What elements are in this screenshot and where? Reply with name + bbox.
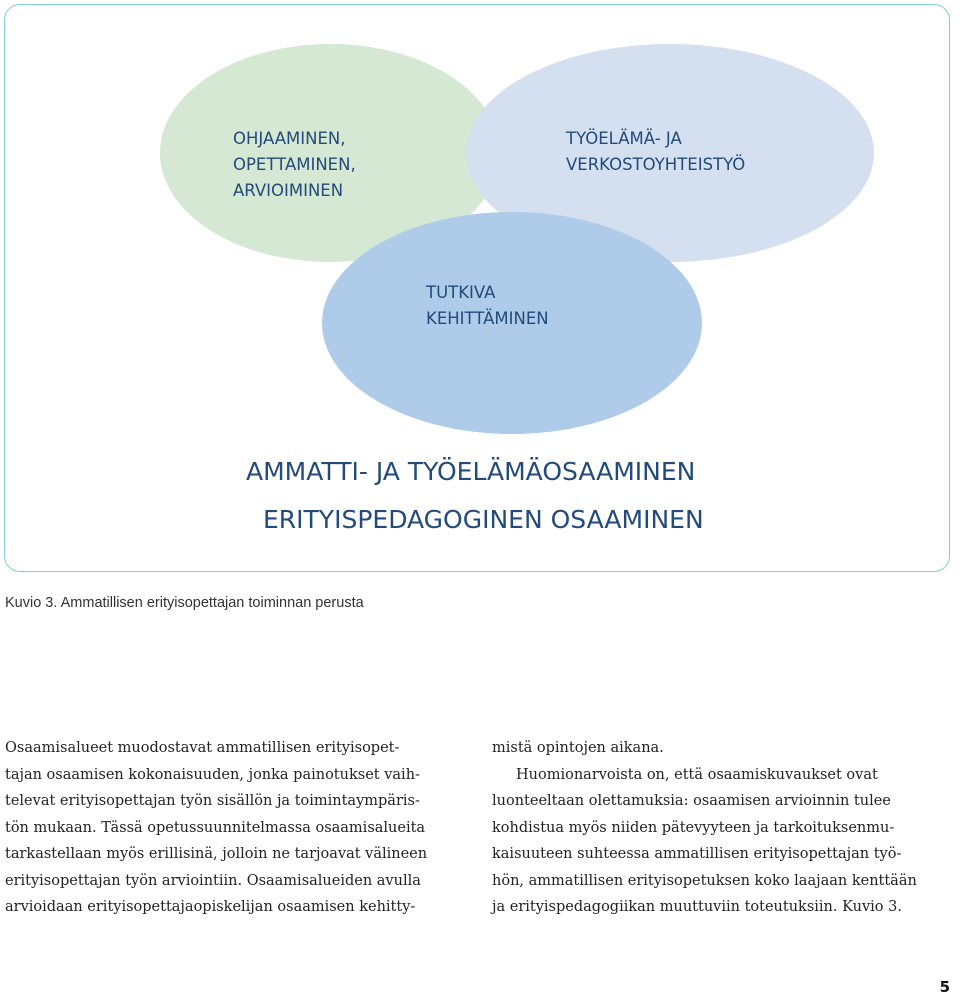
text-line: hön, ammatillisen erityisopetuksen koko laajaan kenttään (492, 872, 917, 889)
ellipse-label-line: OPETTAMINEN, (233, 155, 356, 174)
text-line: Huomionarvoista on, että osaamiskuvaukset ovat (516, 766, 878, 783)
ellipse-label-line: ARVIOIMINEN (233, 181, 344, 200)
text-line: tarkastellaan myös erillisinä, jolloin ne tarjoavat välineen (5, 846, 428, 862)
ellipse-label-worklife (566, 126, 745, 178)
page-number: 5 (939, 978, 950, 996)
competence-label-vocational: AMMATTI- JA TYÖELÄMÄOSAAMINEN (246, 457, 696, 486)
text-line: erityisopettajan työn arviointiin. Osaamisalueiden avulla (5, 872, 421, 889)
text-line: tajan osaamisen kokonaisuuden, jonka painotukset vaih- (5, 766, 420, 783)
ellipse-label-line: VERKOSTOYHTEISTYÖ (566, 155, 746, 174)
ellipse-label-guidance (233, 126, 356, 204)
ellipse-label-line: KEHITTÄMINEN (426, 309, 549, 328)
ellipse-label-line: TYÖELÄMÄ- JA (566, 129, 682, 148)
text-line: ja erityispedagogiikan muuttuviin toteutuksiin. Kuvio 3. (492, 899, 902, 915)
ellipse-label-development (426, 280, 549, 332)
text-line: arvioidaan erityisopettajaopiskelijan osaamisen kehitty- (5, 899, 416, 915)
ellipse-label-line: TUTKIVA (426, 283, 496, 302)
competence-label-special-education: ERITYISPEDAGOGINEN OSAAMINEN (263, 505, 704, 534)
text-line: tön mukaan. Tässä opetussuunnitelmassa osaamisalueita (5, 819, 426, 836)
figure-caption: Kuvio 3. Ammatillisen erityisopettajan toiminnan perusta (5, 595, 364, 611)
text-line: televat erityisopettajan työn sisällön ja toimintaympäris- (5, 793, 420, 809)
text-line: kaisuuteen suhteessa ammatillisen erityisopettajan työ- (492, 846, 902, 862)
ellipse-label-line: OHJAAMINEN, (233, 129, 346, 148)
text-line: luonteeltaan olettamuksia: osaamisen arvioinnin tulee (492, 793, 891, 809)
text-line: mistä opintojen aikana. (492, 740, 664, 756)
text-column-right (492, 735, 955, 921)
text-line: kohdistua myös niiden pätevyyteen ja tarkoituksenmu- (492, 819, 895, 836)
text-line: Osaamisalueet muodostavat ammatillisen erityisopet- (5, 740, 400, 756)
text-column-left (5, 735, 465, 921)
